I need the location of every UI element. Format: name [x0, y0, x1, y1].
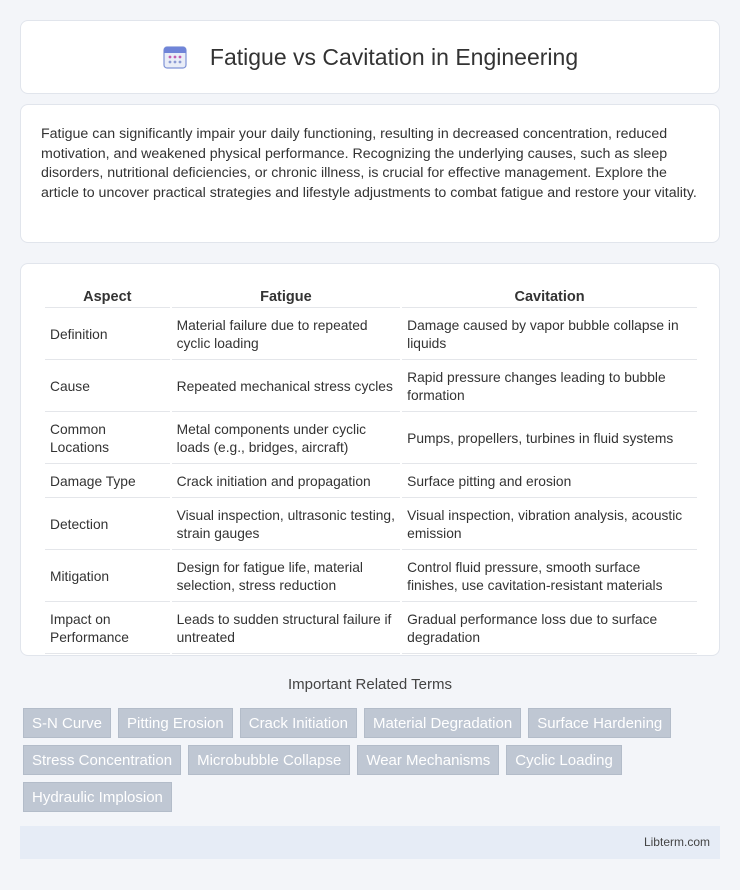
related-term-tag[interactable]: Stress Concentration	[23, 745, 181, 775]
related-term-tag[interactable]: Surface Hardening	[528, 708, 671, 738]
cell-fatigue: Material failure due to repeated cyclic loading	[172, 310, 401, 360]
table-row	[45, 310, 697, 360]
related-term-tag[interactable]: Microbubble Collapse	[188, 745, 350, 775]
related-term-tag[interactable]: Pitting Erosion	[118, 708, 233, 738]
cell-cavitation: Rapid pressure changes leading to bubble formation	[402, 362, 697, 412]
related-terms-list	[23, 708, 723, 819]
cell-aspect: Damage Type	[45, 466, 170, 498]
header-cavitation: Cavitation	[402, 286, 697, 308]
table-row	[45, 414, 697, 464]
cell-fatigue: Repeated mechanical stress cycles	[172, 362, 401, 412]
table-row	[45, 500, 697, 550]
intro-card	[20, 104, 720, 243]
cell-fatigue: Metal components under cyclic loads (e.g., bridges, aircraft)	[172, 414, 401, 464]
cell-cavitation: Surface pitting and erosion	[402, 466, 697, 498]
cell-aspect: Impact on Performance	[45, 604, 170, 654]
intro-paragraph: Fatigue can significantly impair your daily functioning, resulting in decreased concentration, reduced motivation, and weakened physical performance. Recognizing the underlying causes, such as sleep disorders, nutritional deficiencies, or chronic illness, is crucial for effective management. Explore the article to uncover practical strategies and lifestyle adjustments to combat fatigue and restore your vitality.	[41, 126, 697, 201]
table-row	[45, 552, 697, 602]
cell-fatigue: Design for fatigue life, material selection, stress reduction	[172, 552, 401, 602]
table-row	[45, 604, 697, 654]
cell-fatigue: Crack initiation and propagation	[172, 466, 401, 498]
related-term-tag[interactable]: S-N Curve	[23, 708, 111, 738]
cell-cavitation: Control fluid pressure, smooth surface finishes, use cavitation-resistant materials	[402, 552, 697, 602]
cell-cavitation: Pumps, propellers, turbines in fluid systems	[402, 414, 697, 464]
related-term-tag[interactable]: Material Degradation	[364, 708, 521, 738]
header-aspect: Aspect	[45, 286, 170, 308]
cell-aspect: Cause	[45, 362, 170, 412]
header-fatigue: Fatigue	[172, 286, 401, 308]
cell-cavitation: Damage caused by vapor bubble collapse in liquids	[402, 310, 697, 360]
table-body	[45, 310, 697, 654]
calendar-grid-icon	[162, 44, 188, 70]
related-term-tag[interactable]: Cyclic Loading	[506, 745, 622, 775]
table-header-row	[45, 286, 697, 308]
header-card	[20, 20, 720, 94]
related-term-tag[interactable]: Wear Mechanisms	[357, 745, 499, 775]
cell-cavitation: Gradual performance loss due to surface degradation	[402, 604, 697, 654]
table-row	[45, 362, 697, 412]
comparison-card	[20, 263, 720, 656]
related-term-tag[interactable]: Crack Initiation	[240, 708, 357, 738]
footer	[20, 826, 720, 859]
related-term-tag[interactable]: Hydraulic Implosion	[23, 782, 172, 812]
cell-fatigue: Leads to sudden structural failure if untreated	[172, 604, 401, 654]
cell-aspect: Mitigation	[45, 552, 170, 602]
table-row	[45, 466, 697, 498]
comparison-table	[43, 284, 699, 656]
footer-brand-link[interactable]: Libterm.com	[643, 835, 710, 849]
cell-aspect: Common Locations	[45, 414, 170, 464]
cell-cavitation: Visual inspection, vibration analysis, acoustic emission	[402, 500, 697, 550]
related-terms-title: Important Related Terms	[288, 676, 452, 693]
cell-fatigue: Visual inspection, ultrasonic testing, strain gauges	[172, 500, 401, 550]
cell-aspect: Detection	[45, 500, 170, 550]
cell-aspect: Definition	[45, 310, 170, 360]
page-title: Fatigue vs Cavitation in Engineering	[209, 43, 579, 70]
